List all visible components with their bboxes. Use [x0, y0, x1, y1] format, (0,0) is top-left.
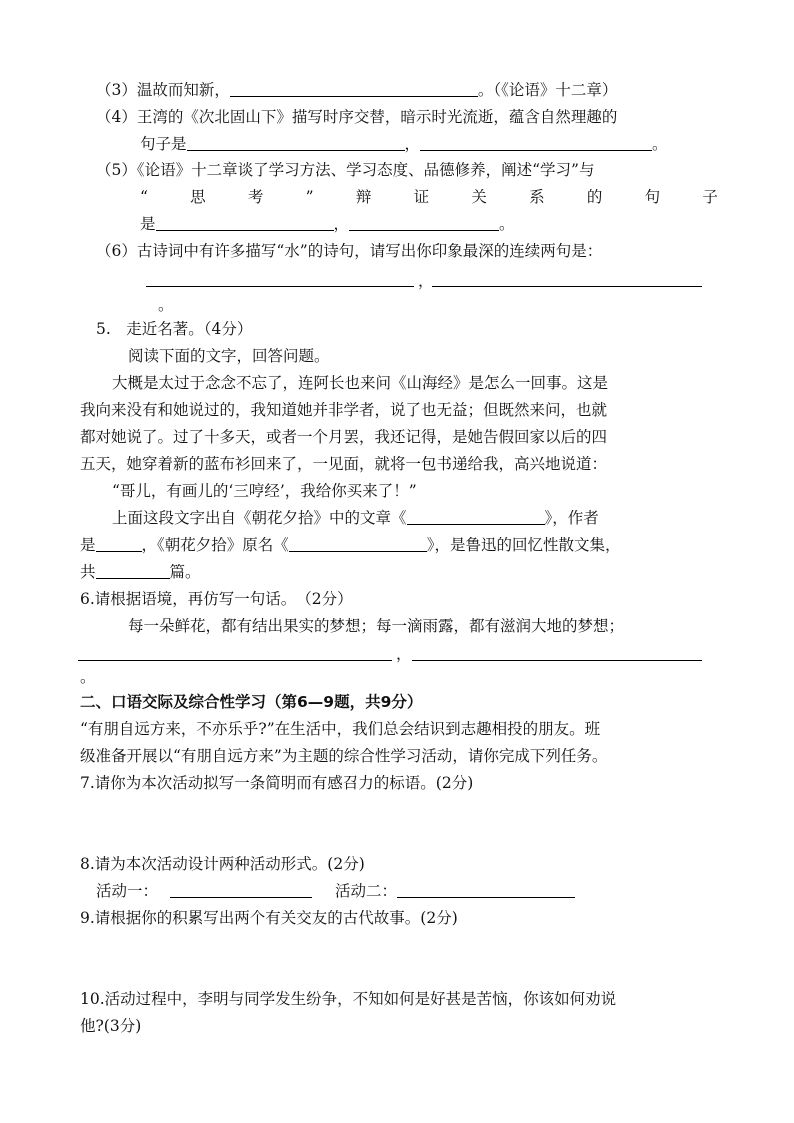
q6poem-sep: ， — [418, 272, 434, 290]
q5m-author-blank[interactable] — [96, 535, 142, 552]
q5-char: 辩 — [355, 188, 372, 206]
q6-sep: ， — [396, 645, 412, 663]
q5-char: 系 — [529, 188, 545, 206]
q5m-question-line2 — [80, 534, 621, 556]
q6poem-answer-blank-2[interactable] — [432, 286, 702, 287]
q5-char: 的 — [586, 188, 603, 206]
q5-char: 子 — [702, 188, 718, 206]
q5m-question-line3 — [80, 561, 201, 583]
q5m-q2-text-a: 是 — [80, 536, 96, 554]
q5-answer-blank-1[interactable] — [156, 214, 334, 231]
q8-activity2-label: 活动二： — [334, 882, 397, 900]
q6poem-line1: （6）古诗词中有许多描写“水”的诗句，请写出你印象最深的连续两句是： — [96, 242, 603, 260]
q4-line1: （4）王湾的《次北固山下》描写时序交替，暗示时光流逝，蕴含自然理趣的 — [96, 108, 618, 126]
q5-line2 — [140, 186, 718, 208]
q7-prompt: 7.请你为本次活动拟写一条简明而有感召力的标语。(2分) — [80, 774, 474, 792]
q8-activities — [96, 880, 575, 902]
q5m-instruction: 阅读下面的文字，回答问题。 — [128, 347, 330, 365]
q9-prompt: 9.请根据你的积累写出两个有关交友的古代故事。(2分) — [80, 909, 458, 927]
q4-answer-blank-1[interactable] — [187, 134, 405, 151]
q5m-title: 5. 走近名著。（4分） — [96, 320, 253, 338]
q5-char: 思 — [190, 188, 206, 206]
q5m-passage-line: 大概是太过于念念不忘了，连阿长也来问《山海经》是怎么一回事。这是 — [112, 374, 609, 392]
q5-char: 关 — [471, 188, 487, 206]
q8-activity2-blank[interactable] — [397, 881, 575, 898]
q3-suffix: 。（《论语》十二章） — [477, 81, 618, 99]
q5m-q3-text-a: 共 — [80, 563, 96, 581]
q4-prefix: 句子是 — [140, 135, 187, 153]
q10-prompt-line: 10.活动过程中，李明与同学发生纷争，不知如何是好甚是苦恼，你该如何劝说 — [80, 990, 617, 1008]
q5-prefix: 是 — [140, 215, 156, 233]
q5m-original-title-blank[interactable] — [289, 535, 427, 552]
q5m-q3-text-b: 篇。 — [169, 563, 201, 581]
q6-answer-blank-2[interactable] — [412, 660, 702, 661]
q5-char: “ — [140, 188, 148, 206]
q5m-q1-text-b: 》，作者 — [544, 509, 599, 527]
q5-line1: （5）《论语》十二章谈了学习方法、学习态度、品德修养，阐述“学习”与 — [96, 161, 595, 179]
q3-answer-blank[interactable] — [230, 80, 478, 97]
q5m-passage-line: 我向来没有和她说过的，我知道她并非学者，说了也无益；但既然来问，也就 — [80, 401, 608, 419]
q8-activity1-blank[interactable] — [170, 881, 312, 898]
q5m-q2-text-c: 》，是鲁迅的回忆性散文集， — [426, 536, 621, 554]
q5-char: ” — [305, 188, 314, 206]
q5m-q2-text-b: ，《朝花夕拾》原名《 — [141, 536, 289, 554]
q4-end: 。 — [652, 135, 668, 153]
section2-intro-line: “有朋自远方来，不亦乐乎?”在生活中，我们总会结识到志趣相投的朋友。班 — [80, 720, 601, 738]
q6-example: 每一朵鲜花，都有结出果实的梦想；每一滴雨露，都有滋润大地的梦想； — [128, 617, 625, 635]
q5m-q1-text-a: 上面这段文字出自《朝花夕拾》中的文章《 — [112, 509, 407, 527]
q4-sep: ， — [404, 135, 421, 153]
q5m-passage-line: 五天，她穿着新的蓝布衫回来了，一见面，就将一包书递给我，高兴地说道： — [80, 455, 608, 473]
q5-sep: ， — [333, 215, 350, 233]
q5-char: 句 — [644, 188, 661, 206]
q8-prompt: 8.请为本次活动设计两种活动形式。(2分) — [80, 855, 365, 873]
q3-label: （3）温故而知新， — [96, 81, 230, 99]
q5m-article-blank[interactable] — [407, 508, 545, 525]
q5m-passage-line: 都对她说了。过了十多天，或者一个月罢，我还记得，是她告假回家以后的四 — [80, 428, 608, 446]
q5-char: 考 — [247, 188, 264, 206]
section2-heading: 二、口语交际及综合性学习（第6—9题，共9分） — [80, 693, 423, 711]
q6poem-answer-blank-1[interactable] — [146, 286, 414, 287]
q5-char: 证 — [413, 188, 430, 206]
q4-answer-blank-2[interactable] — [420, 134, 652, 151]
q6-title: 6.请根据语境，再仿写一句话。 （2分） — [80, 590, 353, 608]
q10-prompt-line: 他?(3分) — [80, 1017, 142, 1035]
q4-line2 — [140, 133, 668, 155]
q5-end: 。 — [499, 215, 515, 233]
q6-answer-blank-1[interactable] — [78, 660, 392, 661]
q6-end: 。 — [80, 668, 96, 686]
q5m-passage-line: “哥儿，有画儿的‘三哼经’，我给你买来了！” — [112, 482, 417, 500]
q5-answer-blank-2[interactable] — [349, 214, 499, 231]
q6poem-end: 。 — [158, 296, 174, 314]
q8-activity1-label: 活动一： — [96, 882, 159, 900]
q5-line3 — [140, 213, 515, 235]
q5m-count-blank[interactable] — [96, 562, 170, 579]
q5m-question-line1 — [112, 507, 599, 529]
section2-intro-line: 级准备开展以“有朋自远方来”为主题的综合性学习活动，请你完成下列任务。 — [80, 747, 608, 765]
q3-line — [96, 79, 617, 101]
